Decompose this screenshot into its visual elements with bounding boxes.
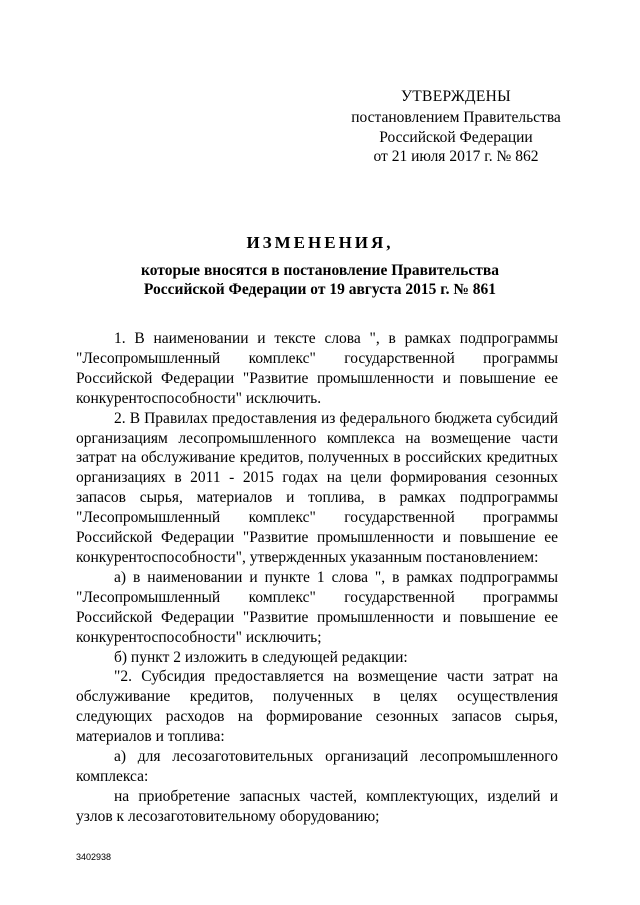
paragraph-quote-2: "2. Субсидия предоставляется на возмещение части затрат на обслуживание кредитов, полученных в целях осуществления следующих расходов на формирование сезонных запасов сырья, материалов и топлива:: [76, 668, 558, 746]
document-subtitle-line-1: которые вносятся в постановление Правительства: [141, 262, 499, 279]
approval-line-3-text: от 21 июля 2017 г. № 862: [373, 148, 539, 165]
document-title: ИЗМЕНЕНИЯ,: [246, 233, 394, 252]
document-body: [76, 329, 558, 827]
paragraph-quote-2a: а) для лесозаготовительных организаций лесопромышленного комплекса:: [76, 748, 558, 785]
approval-title: УТВЕРЖДЕНЫ: [401, 88, 511, 105]
document-code: 3402938: [76, 852, 112, 862]
approval-line-1: [320, 108, 592, 128]
approval-line-1-text: постановлением Правительства: [351, 109, 561, 126]
paragraph-quote-2a-item: на приобретение запасных частей, комплектующих, изделий и узлов к лесозаготовительному оборудованию;: [76, 787, 558, 825]
paragraph-1: 1. В наименовании и тексте слова ", в рамках подпрограммы "Лесопромышленный комплекс" государственной программы Российской Федерации "Развитие промышленности и повышение ее конкурентоспособности" исключить.: [76, 330, 558, 407]
approval-stamp-title: [320, 87, 592, 107]
paragraph-2b: б) пункт 2 изложить в следующей редакции:: [114, 648, 408, 666]
paragraph-2: 2. В Правилах предоставления из федерального бюджета субсидий организациям лесопромышленного комплекса на возмещение части затрат на обслуживание кредитов, полученных в российских кредитных организациях в 2011 - 2015 годах на цели формирования сезонных запасов сырья, материалов и топлива, в рамках подпрограммы "Лесопромышленный комплекс" государственной программы Российской Федерации "Развитие промышленности и повышение ее конкурентоспособности", утвержденных указанным постановлением:: [76, 409, 558, 566]
approval-line-2: [320, 128, 592, 148]
paragraph-2a: а) в наименовании и пункте 1 слова ", в рамках подпрограммы "Лесопромышленный комплекс" государственной программы Российской Федерации "Развитие промышленности и повышение ее конкурентоспособности" исключить;: [76, 568, 558, 646]
document-subtitle-line-2: Российской Федерации от 19 августа 2015 г. № 861: [143, 281, 497, 298]
approval-line-2-text: Российской Федерации: [379, 129, 533, 146]
approval-line-3: [320, 147, 592, 167]
